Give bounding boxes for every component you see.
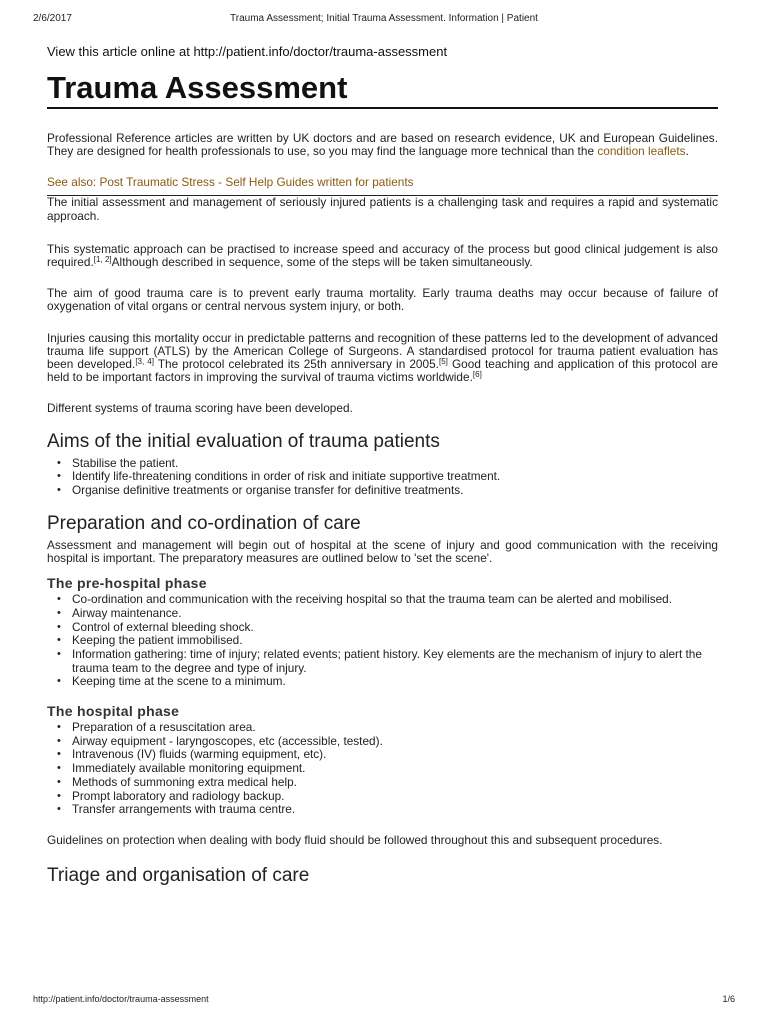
view-online-label: View this article online at bbox=[47, 44, 194, 59]
paragraph-4 bbox=[47, 332, 718, 385]
reference-5[interactable]: [5] bbox=[438, 357, 448, 367]
paragraph-1: The initial assessment and management of seriously injured patients is a challenging task and requires a rapid and systematic approach. bbox=[47, 195, 718, 223]
paragraph-4-text-a: Injuries causing this mortality occur in predictable patterns and recognition of these patterns led to the development of advanced trauma life support (ATLS) by the American College of Surgeons. A standardised protocol for trauma patient evaluation has been developed. bbox=[47, 330, 718, 372]
list-item: • Airway equipment - laryngoscopes, etc (accessible, tested). bbox=[57, 735, 718, 749]
print-date: 2/6/2017 bbox=[33, 13, 72, 24]
intro-end: . bbox=[685, 144, 689, 159]
list-item: • Methods of summoning extra medical help. bbox=[57, 776, 718, 790]
heading-hospital-phase: The hospital phase bbox=[47, 703, 180, 720]
paragraph-2 bbox=[47, 243, 718, 269]
heading-aims: Aims of the initial evaluation of trauma patients bbox=[47, 430, 440, 452]
reference-1-2[interactable]: [1, 2] bbox=[93, 255, 112, 265]
page-title: Trauma Assessment bbox=[47, 70, 718, 109]
hospital-list bbox=[57, 721, 718, 817]
page-number: 1/6 bbox=[722, 994, 735, 1004]
paragraph-4-text-b: The protocol celebrated its 25th anniversary in 2005. bbox=[153, 357, 439, 372]
print-footer bbox=[33, 994, 735, 1008]
paragraph-5: Different systems of trauma scoring have been developed. bbox=[47, 401, 353, 416]
guidelines-paragraph: Guidelines on protection when dealing with body fluid should be followed throughout this and subsequent procedures. bbox=[47, 833, 663, 847]
heading-preparation: Preparation and co-ordination of care bbox=[47, 512, 361, 534]
article-url-link[interactable]: http://patient.info/doctor/trauma-assessment bbox=[193, 44, 448, 59]
intro-text: Professional Reference articles are written by UK doctors and are based on research evidence, UK and European Guidelines. They are designed for health professionals to use, so you may find the language more technical than the bbox=[47, 131, 718, 159]
heading-triage: Triage and organisation of care bbox=[47, 865, 310, 887]
article-content bbox=[47, 44, 718, 891]
condition-leaflets-link[interactable]: condition leaflets bbox=[597, 144, 686, 159]
paragraph-2-text-b: Although described in sequence, some of the steps will be taken simultaneously. bbox=[111, 255, 533, 270]
see-also-link[interactable]: See also: Post Traumatic Stress - Self Help Guides written for patients bbox=[47, 175, 414, 190]
list-item: • Organise definitive treatments or organise transfer for definitive treatments. bbox=[57, 484, 718, 498]
aims-list bbox=[57, 457, 718, 498]
list-item: • Prompt laboratory and radiology backup. bbox=[57, 790, 718, 804]
print-header bbox=[33, 13, 735, 27]
reference-3-4[interactable]: [3, 4] bbox=[135, 357, 154, 367]
reference-6[interactable]: [6] bbox=[472, 370, 482, 380]
print-page-title: Trauma Assessment; Initial Trauma Assessment. Information | Patient bbox=[230, 13, 538, 24]
list-item: • Identify life-threatening conditions in order of risk and initiate supportive treatment. bbox=[57, 470, 718, 484]
heading-pre-hospital-phase: The pre-hospital phase bbox=[47, 575, 207, 592]
intro-paragraph bbox=[47, 132, 718, 158]
pre-hospital-list bbox=[57, 593, 718, 689]
list-item: • Keeping time at the scene to a minimum. bbox=[57, 675, 718, 689]
list-item: • Transfer arrangements with trauma centre. bbox=[57, 803, 718, 817]
footer-url: http://patient.info/doctor/trauma-assessment bbox=[33, 994, 209, 1004]
paragraph-3: The aim of good trauma care is to prevent early trauma mortality. Early trauma deaths may occur because of failure of oxygenation of vital organs or central nervous system injury, or both. bbox=[47, 286, 718, 314]
paragraph-2-text-a: This systematic approach can be practised to increase speed and accuracy of the process but good clinical judgement is also required. bbox=[47, 241, 718, 270]
list-item: • Airway maintenance. bbox=[57, 607, 718, 621]
preparation-paragraph: Assessment and management will begin out of hospital at the scene of injury and good communication with the receiving hospital is important. The preparatory measures are outlined below to 'set the scene'. bbox=[47, 537, 718, 565]
list-item: • Keeping the patient immobilised. bbox=[57, 634, 718, 648]
list-item: • Control of external bleeding shock. bbox=[57, 621, 718, 635]
list-item: • Co-ordination and communication with the receiving hospital so that the trauma team can be alerted and mobilised. bbox=[57, 593, 718, 607]
list-item: • Information gathering: time of injury; related events; patient history. Key elements are the mechanism of injury to alert the trauma team to the degree and type of injury. bbox=[57, 648, 718, 675]
paragraph-4-text-c: Good teaching and application of this protocol are held to be important factors in improving the survival of trauma victims worldwide. bbox=[47, 357, 718, 385]
list-item: • Immediately available monitoring equipment. bbox=[57, 762, 718, 776]
list-item: • Stabilise the patient. bbox=[57, 457, 718, 471]
list-item: • Preparation of a resuscitation area. bbox=[57, 721, 718, 735]
list-item: • Intravenous (IV) fluids (warming equipment, etc). bbox=[57, 748, 718, 762]
view-online-line bbox=[47, 44, 718, 60]
